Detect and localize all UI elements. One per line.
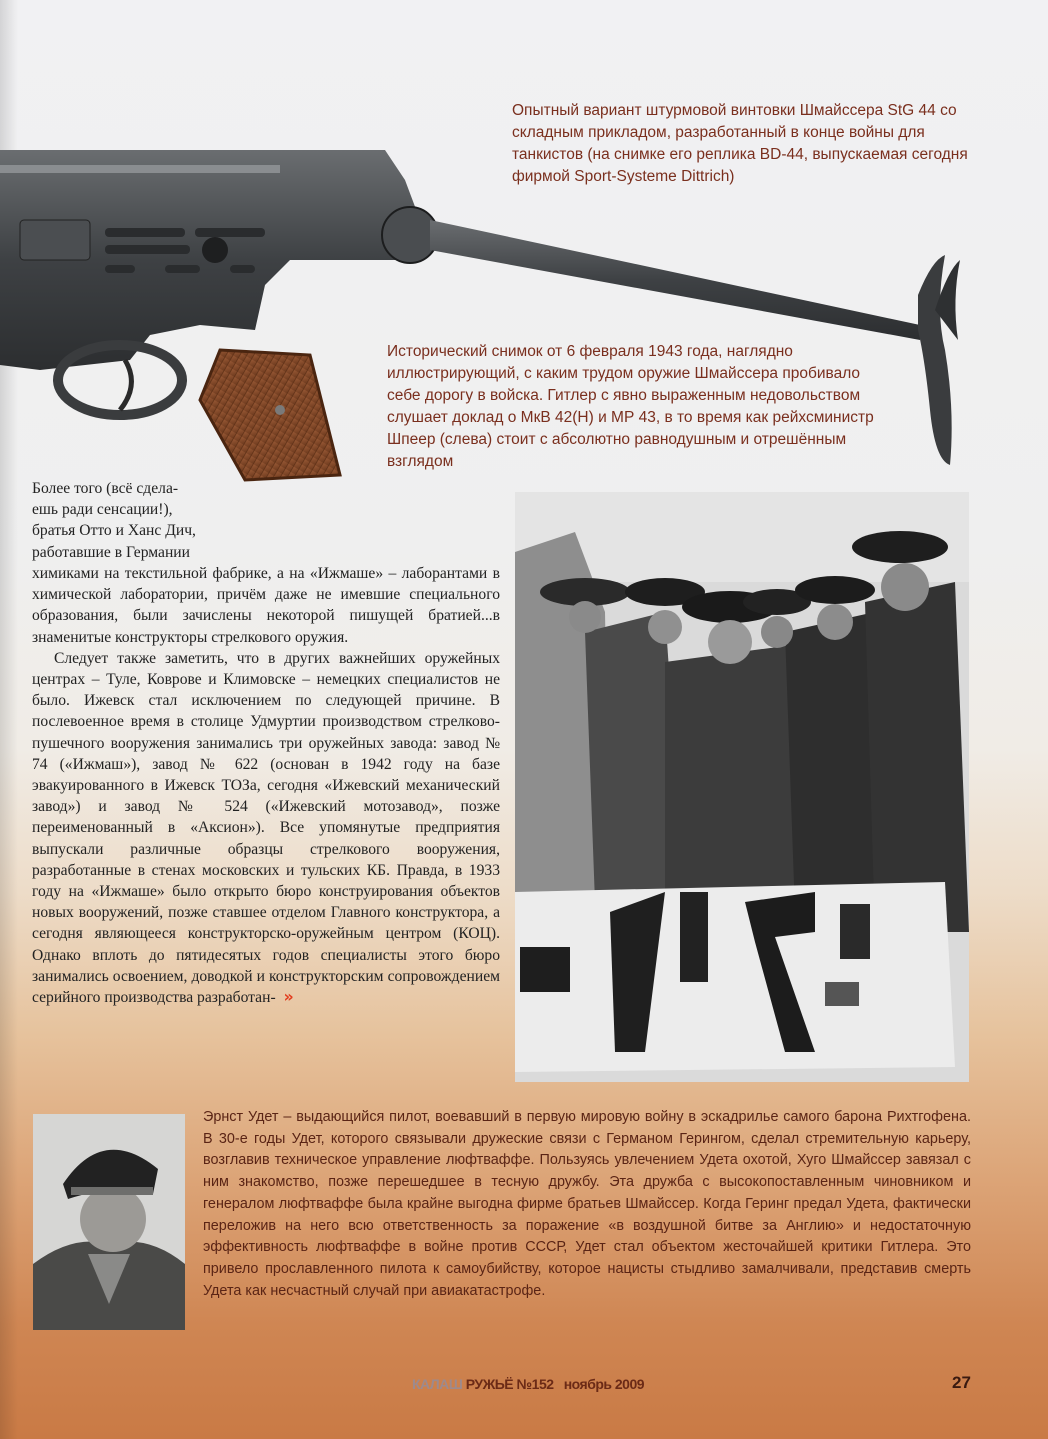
page-number: 27 [952,1373,971,1392]
udet-sidebar-text: Эрнст Удет – выдающийся пилот, воевавший в первую мировую войну в эскадрилье самого барона Рихтгофена. В 30-е годы Удет, которого связывали дружеские связи с Германом Герингом, сделал стремительную карьеру, возглавив техническое управление люфтваффе. Пользуясь увлечением Удета охотой, Хуго Шмайссер завязал с ним знакомство, позже перешедшее в тесную дружбу. Эта дружба с высокопоставленным чиновником и генералом люфтваффе была крайне выгодна фирме братьев Шмайссер. Когда Геринг предал Удета, фактически переложив на него всю ответственность за поражение «в воздушной битве за Англию» и недостаточную эффективность люфтваффе в войне против СССР, Удет стал объектом жесточайшей критики Гитлера. Это привело прославленного пилота к самоубийству, которое нацисты стыдливо замалчивали, представив смерть Удета как несчастный случай при авиакатастрофе. [203,1108,971,1299]
article-line: работавшие в Германии [32,543,190,561]
article-body [32,563,500,1008]
article-line: Более того (всё сдела- [32,480,179,497]
footer-magazine-info [412,1376,644,1392]
footer-magazine-issue: РУЖЬЁ №152 [465,1376,554,1392]
udet-sidebar [203,1106,971,1301]
historical-photo-image [515,492,969,1082]
article-line: ешь ради сенсации!), [32,501,173,519]
photo-caption-text: Исторический снимок от 6 февраля 1943 года, наглядно иллюстрирующий, с каким трудом оружие Шмайссера пробивало себе дорогу в войска. Гитлер с явно выраженным недовольством слушает доклад о МкВ 42(Н) и МР 43, в то время как рейхсминистр Шпеер (слева) стоит с абсолютно равнодушным и отрешённым взглядом [387,343,874,470]
article-paragraph-2 [32,648,500,1008]
article-intro-narrow [32,478,250,563]
article-line: братья Отто и Ханс Дич, [32,522,196,540]
footer-date: ноябрь 2009 [563,1376,645,1392]
historical-photo-1943 [515,492,969,1082]
article-paragraph-2-text: Следует также заметить, что в других важнейших оружейных центрах – Туле, Коврове и Климовске – немецких специалистов не было. Ижевск стал исключением по следующей причине. В послевоенное время в столице Удмуртии производством стрелково-пушечного вооружения занимались три оружейных завода: завод № 74 («Ижмаш»), завод № 622 (основан в 1942 году на базе эвакуированного в Ижевск ТОЗа, сегодня «Ижевский механический завод») и завод № 524 («Ижевский мотозавод», позже переименованный в «Аксион»). Все упомянутые предприятия выпускали различные образцы стрелкового вооружения, разработанные в стенах московских и тульских КБ. Правда, в 1933 году на «Ижмаше» было открыто бюро конструирования объектов новых вооружений, позже ставшее отделом Главного конструктора, а сегодня являющееся конструкторско-оружейным центром (КОЦ). Однако вплоть до пятидесятых годов специалисты этого бюро занимались освоением, доводкой и конструкторским сопровождением серийного производства разработан- [32,649,500,1007]
portrait-image [33,1114,185,1330]
continue-arrow-icon: » [283,988,294,1007]
gun-caption [512,100,982,188]
gun-caption-text: Опытный вариант штурмовой винтовки Шмайссера StG 44 со складным прикладом, разработанный в конце войны для танкистов (на снимке его реплика BD-44, выпускаемая сегодня фирмой Sport-Systeme Dittrich) [512,102,968,185]
photo-caption [387,341,897,473]
footer-brand: КАЛАШ [412,1376,463,1392]
portrait-ernst-udet [33,1114,185,1330]
article-paragraph-1: химиками на текстильной фабрике, а на «Ижмаше» – лаборантами в химической лаборатории, причём даже не имевшие специального образования, были зачислены некоторой пишущей братией...в знаменитые конструкторы стрелкового оружия. [32,565,500,646]
